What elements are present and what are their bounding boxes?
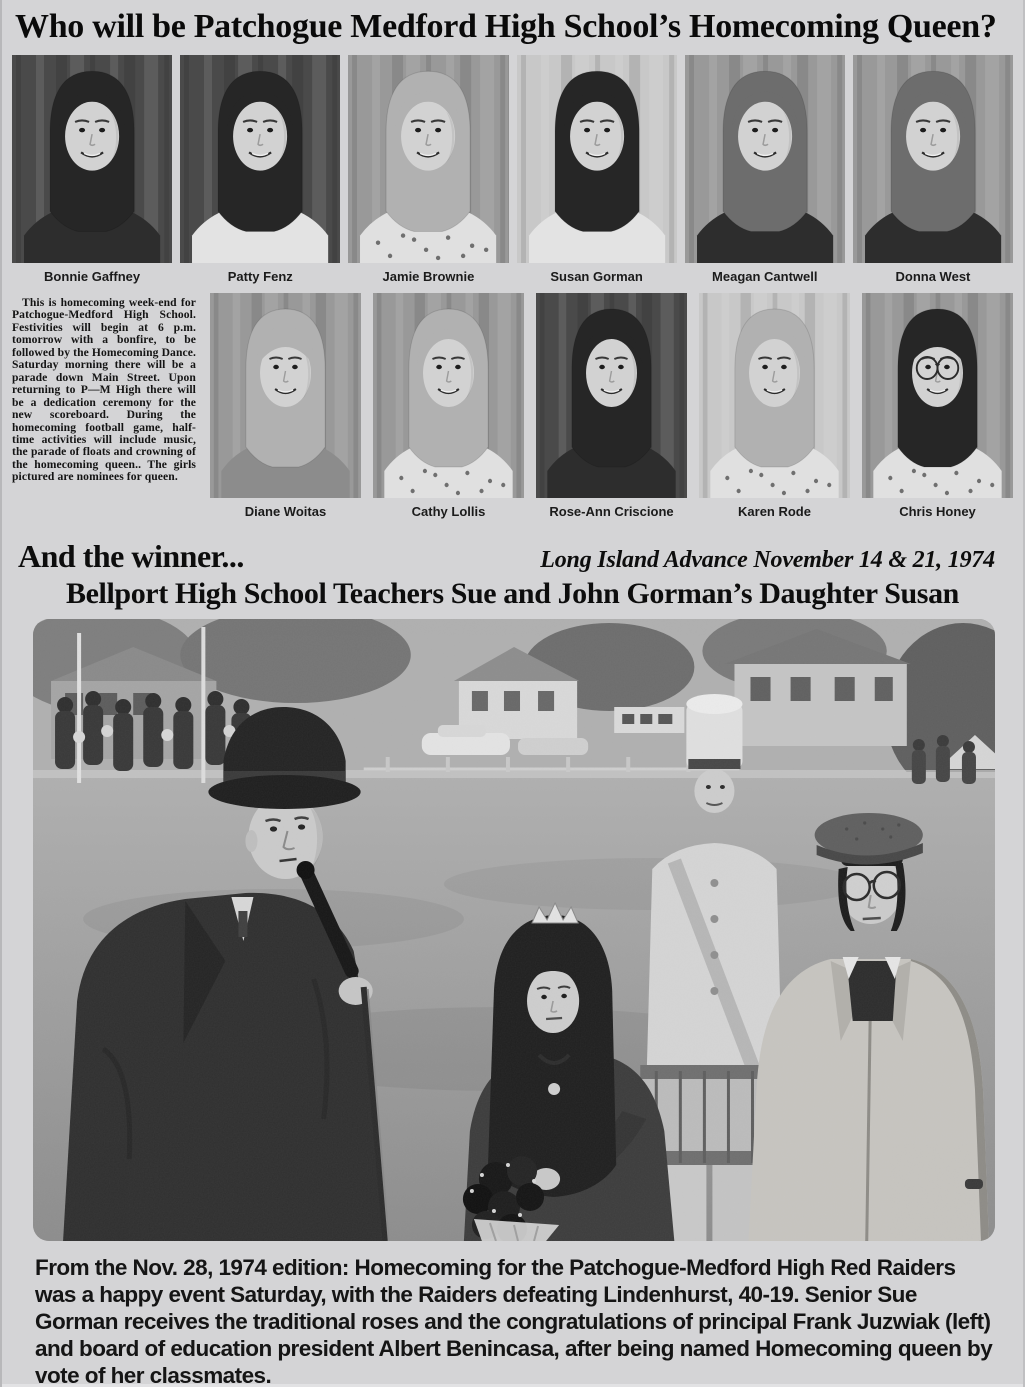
nominees-row-2-cards xyxy=(210,293,1013,530)
nominee-name: Jamie Brownie xyxy=(382,268,475,284)
nominee-karen-rode xyxy=(699,293,850,530)
homecoming-photo-illustration xyxy=(33,619,995,1241)
portrait-photo xyxy=(699,293,850,498)
nominee-donna-west xyxy=(853,55,1013,289)
portrait-photo xyxy=(853,55,1013,263)
winner-headline: Bellport High School Teachers Sue and John Gorman’s Daughter Susan xyxy=(66,577,959,610)
nominee-name: Rose-Ann Criscione xyxy=(549,503,674,519)
portrait-photo xyxy=(862,293,1013,498)
portrait-photo xyxy=(517,55,677,263)
portrait-photo xyxy=(536,293,687,498)
nominee-diane-woitas xyxy=(210,293,361,530)
nominee-name: Karen Rode xyxy=(738,503,811,519)
nominee-patty-fenz xyxy=(180,55,340,289)
portrait-photo xyxy=(180,55,340,263)
nominees-row-2 xyxy=(10,293,1015,530)
winner-line xyxy=(18,538,1009,575)
portrait-photo xyxy=(348,55,508,263)
nominee-name: Diane Woitas xyxy=(244,503,327,519)
nominee-name: Bonnie Gaffney xyxy=(44,268,141,284)
nominee-name: Chris Honey xyxy=(899,503,976,519)
nominee-name: Cathy Lollis xyxy=(411,503,486,519)
portrait-photo xyxy=(373,293,524,498)
portrait-photo xyxy=(685,55,845,263)
nominee-bonnie-gaffney xyxy=(12,55,172,289)
nominee-rose-ann-criscione xyxy=(536,293,687,530)
article-text: This is homecoming week-end for Patchogue-Medford High School. Festivities will begin at 6 p.m. tomorrow with a bonfire, to be followed by the Homecoming Dance. Saturday morning there will be a parade down Main Street. Upon returning to P—M High there will be a dedication ceremony for the new scoreboard. During the homecoming football game, half-time activities will include music, the parade of floats and crowning of the homecoming queen.. The girls pictured are nominees for queen. xyxy=(12,296,196,484)
homecoming-photo xyxy=(33,619,995,1241)
nominees-row-1 xyxy=(10,55,1015,289)
photo-grain-overlay xyxy=(33,619,995,1241)
portrait-photo xyxy=(210,293,361,498)
photo-caption: From the Nov. 28, 1974 edition: Homecoming for the Patchogue-Medford High Red Raiders was a happy event Saturday, with the Raiders defeating Lindenhurst, 40-19. Senior Sue Gorman receives the traditional roses and the congratulations of principal Frank Juzwiak (left) and board of education president Albert Benincasa, after being named Homecoming queen by vote of her classmates. xyxy=(35,1255,993,1387)
portrait-photo xyxy=(12,55,172,263)
nominee-susan-gorman xyxy=(517,55,677,289)
nominee-chris-honey xyxy=(862,293,1013,530)
source-citation: Long Island Advance November 14 & 21, 1974 xyxy=(540,547,995,573)
nominee-name: Patty Fenz xyxy=(227,268,293,284)
winner-label: And the winner... xyxy=(18,538,244,574)
nominee-meagan-cantwell xyxy=(685,55,845,289)
nominee-name: Meagan Cantwell xyxy=(712,268,818,284)
nominee-name: Susan Gorman xyxy=(550,268,643,284)
nominee-jamie-brownie xyxy=(348,55,508,289)
nominee-cathy-lollis xyxy=(373,293,524,530)
page-title: Who will be Patchogue Medford High School’s Homecoming Queen? xyxy=(15,8,997,45)
nominee-name: Donna West xyxy=(895,268,971,284)
